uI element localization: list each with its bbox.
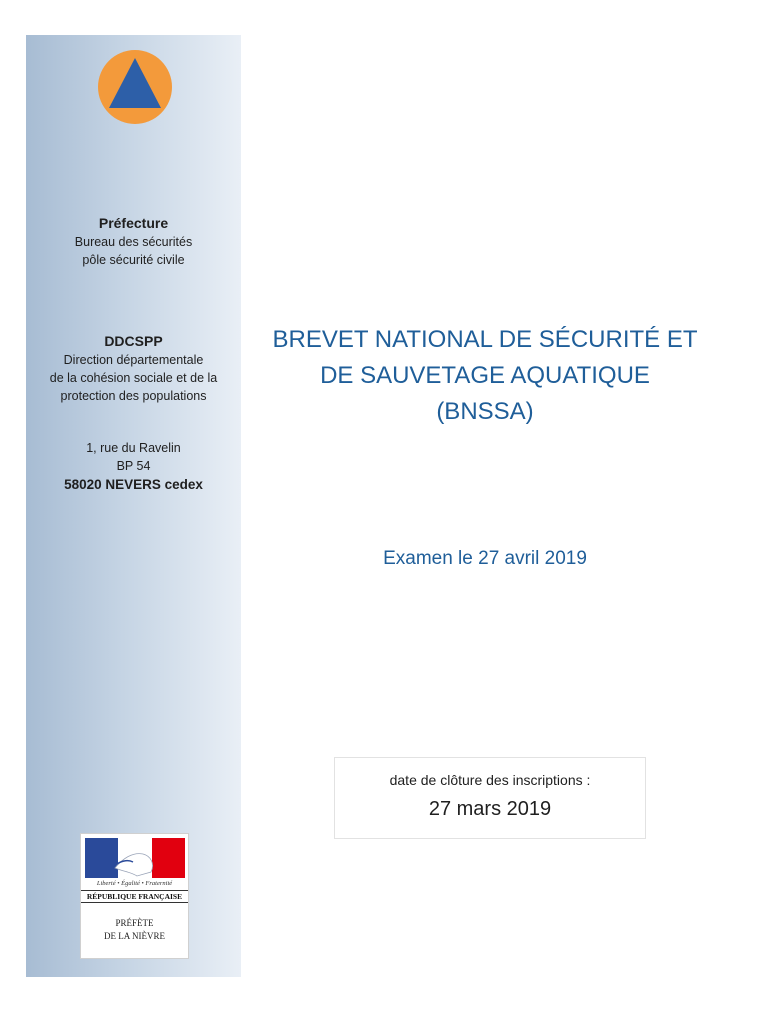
address-block <box>26 439 241 495</box>
ddcspp-line2: de la cohésion sociale et de la <box>49 371 218 385</box>
exam-date: Examen le 27 avril 2019 <box>383 548 587 569</box>
closing-label: date de clôture des inscriptions : <box>389 772 591 788</box>
prefecture-line1: Bureau des sécurités <box>74 235 193 249</box>
civil-protection-logo-icon <box>97 49 173 125</box>
closing-date: 27 mars 2019 <box>428 798 552 820</box>
sidebar <box>26 35 241 977</box>
prefete-line1: PRÉFÈTE <box>115 918 154 928</box>
document-title <box>250 322 720 430</box>
ddcspp-block <box>26 331 241 405</box>
prefete-line2: DE LA NIÈVRE <box>104 931 165 941</box>
prefecture-line2: pôle sécurité civile <box>82 253 185 267</box>
address-bp: BP 54 <box>116 459 151 473</box>
prefecture-heading: Préfecture <box>98 215 169 231</box>
ddcspp-line1: Direction départementale <box>63 353 204 367</box>
address-city: 58020 NEVERS cedex <box>64 477 203 492</box>
closing-date-box <box>334 757 646 839</box>
ddcspp-heading: DDCSPP <box>104 333 163 349</box>
ddcspp-line3: protection des populations <box>60 389 207 403</box>
republique-francaise: RÉPUBLIQUE FRANÇAISE <box>81 890 188 903</box>
prefete-text <box>81 917 188 943</box>
marianne-motto: Liberté • Égalité • Fraternité <box>96 880 173 887</box>
marianne-logo <box>80 833 189 959</box>
prefecture-block <box>26 213 241 269</box>
marianne-flag-icon <box>85 838 185 878</box>
address-street: 1, rue du Ravelin <box>86 441 181 455</box>
title-line3: (BNSSA) <box>436 398 534 425</box>
title-line2: DE SAUVETAGE AQUATIQUE <box>320 362 650 389</box>
title-line1: BREVET NATIONAL DE SÉCURITÉ ET <box>272 326 698 353</box>
